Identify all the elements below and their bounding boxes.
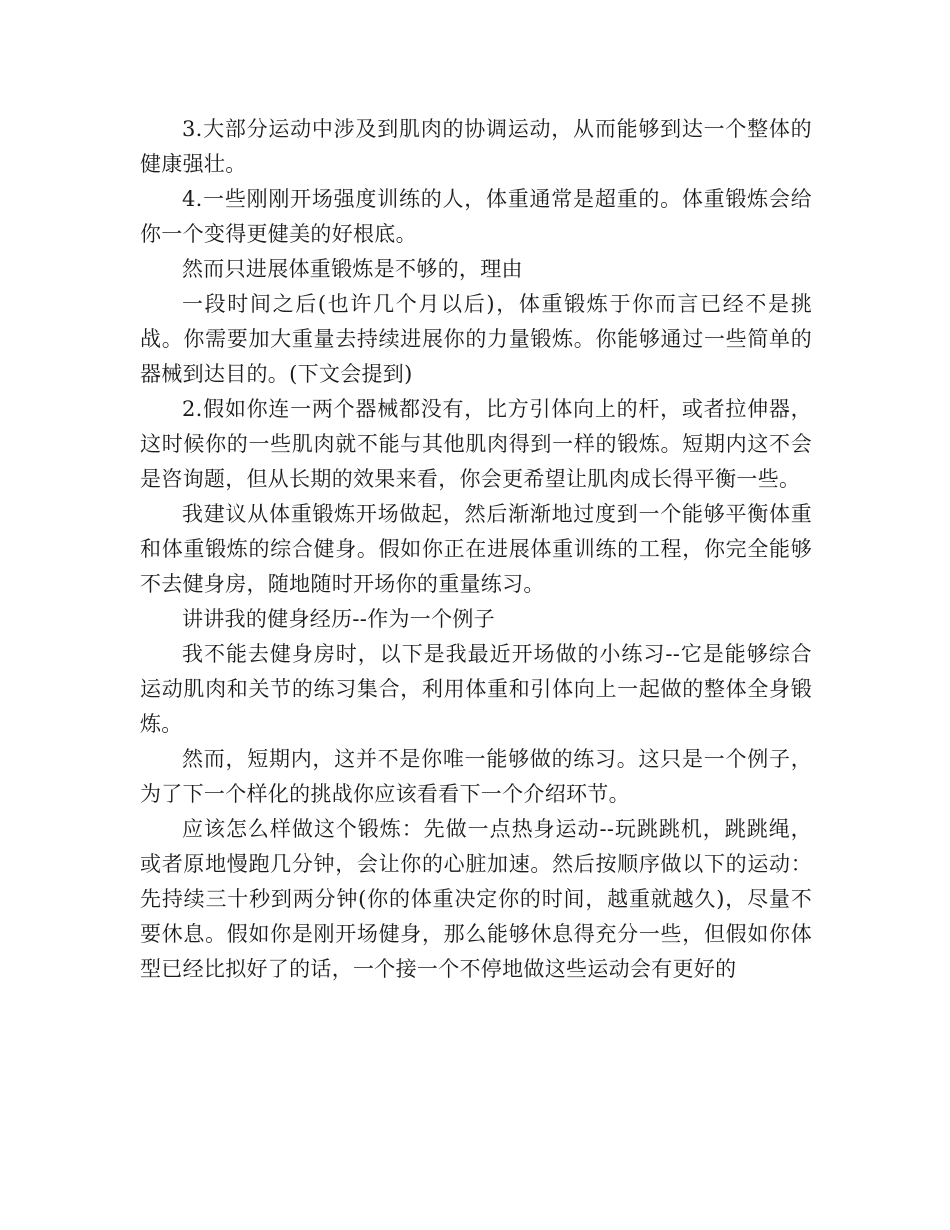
paragraph-recommendation: 我建议从体重锻炼开场做起，然后渐渐地过度到一个能够平衡体重和体重锻炼的综合健身。假如你正在进展体重训练的工程，你完全能够不去健身房，随地随时开场你的重量练习。 xyxy=(140,502,812,596)
paragraph-example-note: 然而，短期内，这并不是你唯一能够做的练习。这只是一个例子，为了下一个样化的挑战你应该看看下一个介绍环节。 xyxy=(140,747,812,806)
paragraph-point-4: 4.一些刚刚开场强度训练的人，体重通常是超重的。体重锻炼会给你一个变得更健美的好根底。 xyxy=(140,187,812,246)
document-body xyxy=(140,112,812,987)
paragraph-how-to: 应该怎么样做这个锻炼：先做一点热身运动--玩跳跳机，跳跳绳，或者原地慢跑几分钟，会让你的心脏加速。然后按顺序做以下的运动：先持续三十秒到两分钟(你的体重决定你的时间，越重就越久)，尽量不要休息。假如你是刚开场健身，那么能够休息得充分一些，但假如你体型已经比拟好了的话，一个接一个不停地做这些运动会有更好的 xyxy=(140,817,812,981)
paragraph-experience: 我不能去健身房时，以下是我最近开场做的小练习--它是能够综合运动肌肉和关节的练习集合，利用体重和引体向上一起做的整体全身锻炼。 xyxy=(140,642,812,736)
paragraph-reason-2: 2.假如你连一两个器械都没有，比方引体向上的杆，或者拉伸器，这时候你的一些肌肉就不能与其他肌肉得到一样的锻炼。短期内这不会是咨询题，但从长期的效果来看，你会更希望让肌肉成长得平衡一些。 xyxy=(140,397,812,491)
paragraph-reason-heading: 然而只进展体重锻炼是不够的，理由 xyxy=(182,257,523,281)
paragraph-reason-1: 一段时间之后(也许几个月以后)，体重锻炼于你而言已经不是挑战。你需要加大重量去持续进展你的力量锻炼。你能够通过一些简单的器械到达目的。(下文会提到) xyxy=(140,292,812,386)
paragraph-point-3: 3.大部分运动中涉及到肌肉的协调运动，从而能够到达一个整体的健康强壮。 xyxy=(140,117,812,176)
paragraph-experience-heading: 讲讲我的健身经历--作为一个例子 xyxy=(182,607,495,631)
